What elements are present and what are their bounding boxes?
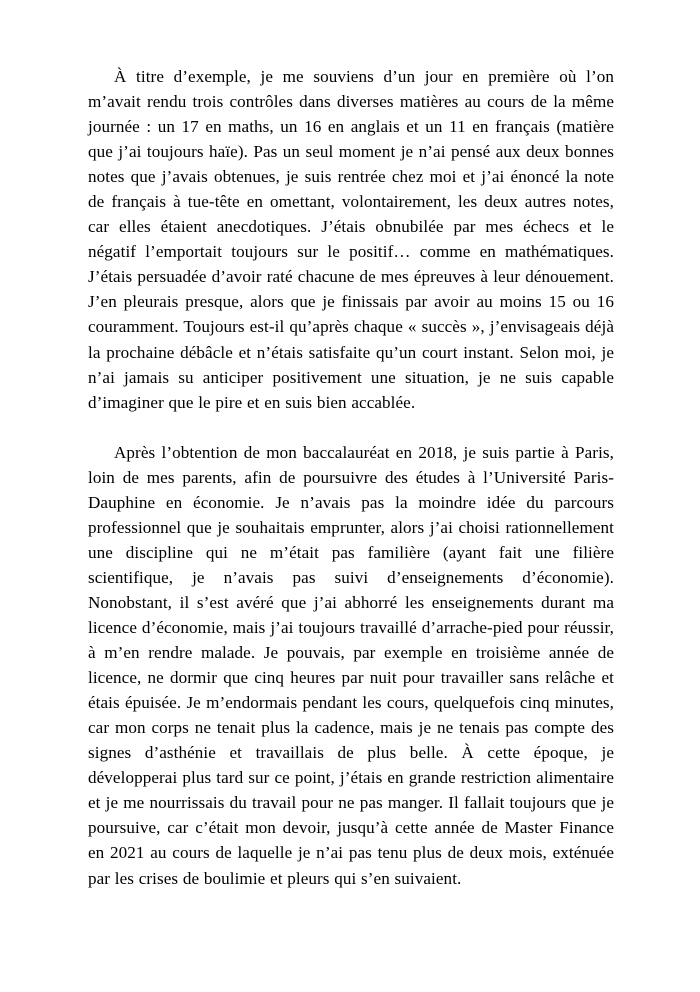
body-text-column: [88, 64, 614, 891]
body-paragraph-1: À titre d’exemple, je me souviens d’un jour en première où l’on m’avait rendu trois contrôles dans diverses matières au cours de la même journée : un 17 en maths, un 16 en anglais et un 11 en français (matière que j’ai toujours haïe). Pas un seul moment je n’ai pensé aux deux bonnes notes que j’avais obtenues, je suis rentrée chez moi et j’ai énoncé la note de français à tue-tête en omettant, volontairement, les deux autres notes, car elles étaient anecdotiques. J’étais obnubilée par mes échecs et le négatif l’emportait toujours sur le positif… comme en mathématiques. J’étais persuadée d’avoir raté chacune de mes épreuves à leur dénouement. J’en pleurais presque, alors que je finissais par avoir au moins 15 ou 16 couramment. Toujours est-il qu’après chaque « succès », j’envisageais déjà la prochaine débâcle et n’étais satisfaite qu’un court instant. Selon moi, je n’ai jamais su anticiper positivement une situation, je ne suis capable d’imaginer que le pire et en suis bien accablée.: [88, 67, 614, 412]
body-paragraph-2: Après l’obtention de mon baccalauréat en 2018, je suis partie à Paris, loin de mes parents, afin de poursuivre des études à l’Université Paris-Dauphine en économie. Je n’avais pas la moindre idée du parcours professionnel que je souhaitais emprunter, alors j’ai choisi rationnellement une discipline qui ne m’était pas familière (ayant fait une filière scientifique, je n’avais pas suivi d’enseignements d’économie). Nonobstant, il s’est avéré que j’ai abhorré les enseignements durant ma licence d’économie, mais j’ai toujours travaillé d’arrache-pied pour réussir, à m’en rendre malade. Je pouvais, par exemple en troisième année de licence, ne dormir que cinq heures par nuit pour travailler sans relâche et étais épuisée. Je m’endormais pendant les cours, quelquefois cinq minutes, car mon corps ne tenait plus la cadence, mais je ne tenais pas compte des signes d’asthénie et travaillais de plus belle. À cette époque, je développerai plus tard sur ce point, j’étais en grande restriction alimentaire et je me nourrissais du travail pour ne pas manger. Il fallait toujours que je poursuive, car c’était mon devoir, jusqu’à cette année de Master Finance en 2021 au cours de laquelle je n’ai pas tenu plus de deux mois, exténuée par les crises de boulimie et pleurs qui s’en suivaient.: [88, 442, 614, 888]
